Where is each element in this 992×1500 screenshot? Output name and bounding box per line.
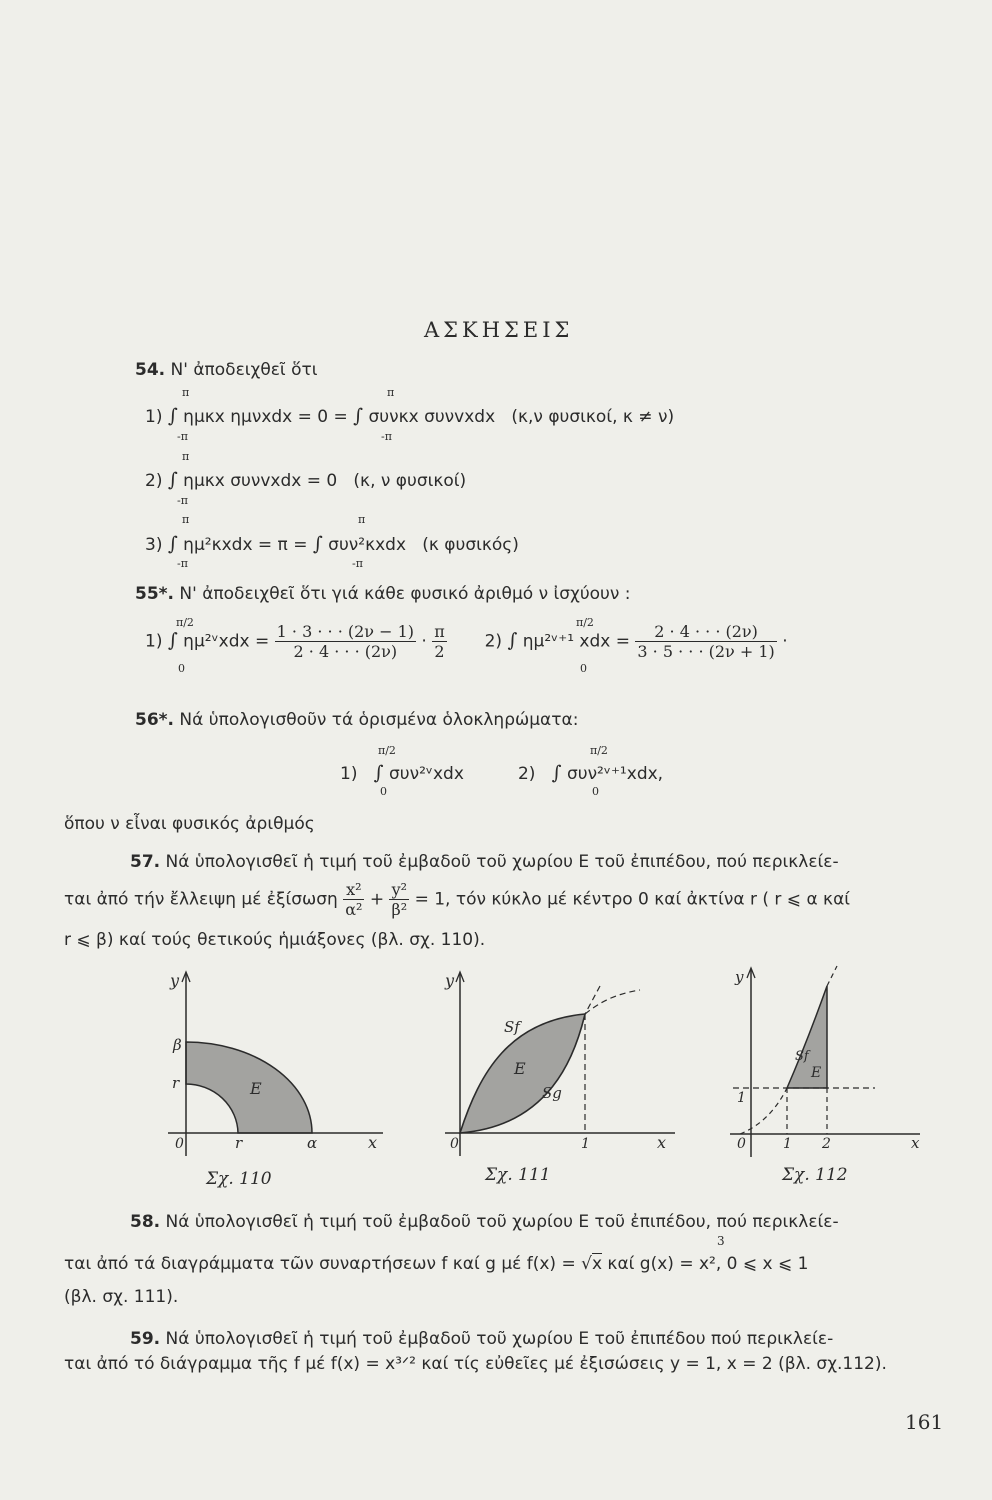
ex57-line1: [130, 852, 839, 872]
fig111-sg: Sg: [542, 1084, 562, 1102]
ex54-item1-right: συνκx συνvxdx: [368, 407, 496, 427]
figure-110: [158, 966, 388, 1166]
ex57-f2-den: β²: [391, 900, 408, 919]
fig112-caption: Σχ. 112: [782, 1165, 848, 1185]
ex55-item1-den: 2 · 4 · · · (2ν): [293, 642, 398, 661]
fig110-r-x: r: [235, 1134, 243, 1152]
fig111-caption: Σχ. 111: [485, 1165, 551, 1185]
ex57-line1-text: Νά ὑπολογισθεῖ ἡ τιμή τοῦ ἐμβαδοῦ τοῦ χωρίου Ε τοῦ ἐπιπέδου, πού περικλείε-: [165, 852, 839, 872]
fig110-x-label: x: [368, 1133, 378, 1152]
integral-sign: ∫: [167, 629, 178, 652]
fig112-x-label: x: [911, 1134, 920, 1152]
ex56-number: 56*.: [135, 710, 175, 730]
radical-sign: √: [581, 1254, 592, 1274]
fig112-origin: 0: [737, 1136, 746, 1152]
ex59-line2: ται ἀπό τό διάγραμμα τῆς f μέ f(x) = x³ᐟ² καί τίς εὐθεῖες μέ ἐξισώσεις y = 1, x = 2 (βλ. σχ.112).: [64, 1354, 887, 1374]
ex56-item1-lower: 0: [380, 785, 387, 798]
ex54-item3-left: ημ²κxdx = π =: [183, 535, 308, 555]
ex57-f1-num: x²: [343, 880, 364, 900]
ex58-line1: [130, 1212, 839, 1232]
ex55-item2-num: 2 · 4 · · · (2ν): [635, 622, 776, 642]
ex59-line1: [130, 1329, 833, 1349]
ex55-item1-pi-num: π: [434, 622, 445, 641]
ex57-line2: [64, 880, 850, 919]
ex58-number: 58.: [130, 1212, 161, 1232]
integral-sign: ∫: [167, 533, 178, 555]
ex55-item2-lower: 0: [580, 662, 587, 675]
ex57-fraction-y: [389, 880, 409, 919]
fig112-sf: Sf: [795, 1049, 809, 1064]
fig111-one: 1: [581, 1136, 590, 1152]
ex55-item2-upper: π/2: [576, 616, 594, 629]
ex54-item1-lower: -π: [177, 430, 188, 443]
fig110-y-label: y: [170, 971, 180, 990]
ex54-item3-upper2: π: [358, 513, 366, 526]
integral-sign: ∫: [167, 469, 178, 491]
fig110-origin: 0: [175, 1136, 184, 1152]
ex54-item3-lower2: -π: [352, 557, 363, 570]
ex54-item2-text: ημκx συνvxdx = 0: [183, 471, 338, 491]
integral-sign: ∫: [373, 762, 384, 784]
ex54-heading: [135, 360, 317, 380]
ex56-heading: [135, 710, 578, 730]
ex54-item1-label: 1): [145, 407, 163, 427]
integral-sign: ∫: [167, 405, 178, 427]
fig112-one-x: 1: [783, 1136, 792, 1152]
integral-sign: ∫: [507, 629, 518, 652]
fig111-sf: Sf: [504, 1018, 520, 1036]
ex55-item2-fraction: [635, 622, 776, 661]
ex58-line2-a: ται ἀπό τά διαγράμματα τῶν συναρτήσεων f καί g μέ f(x) =: [64, 1254, 576, 1274]
ex54-item3-lower: -π: [177, 557, 188, 570]
ex54-item2-label: 2): [145, 471, 163, 491]
ex54-item2-upper: π: [182, 450, 190, 463]
ex58-line3: (βλ. σχ. 111).: [64, 1287, 179, 1307]
ex54-item1: [145, 405, 674, 427]
fig112-one-y: 1: [737, 1090, 746, 1106]
integral-sign: ∫: [551, 762, 562, 784]
fig112-region-label: E: [811, 1065, 822, 1081]
ex56-item1-label: 1): [340, 764, 358, 784]
fig112-two-x: 2: [822, 1136, 831, 1152]
ex55-heading: [135, 584, 631, 604]
ex55-item1-lower: 0: [178, 662, 185, 675]
ex54-item3-label: 3): [145, 535, 163, 555]
ex54-item3-right: συν²κxdx: [328, 535, 407, 555]
ex54-item2-lower: -π: [177, 494, 188, 507]
ex56-item1-text: συν²ᵛxdx: [388, 764, 464, 784]
ex55-number: 55*.: [135, 584, 175, 604]
fig111-x-label: x: [657, 1133, 667, 1152]
ex54-item2-cond: (κ, ν φυσικοί): [353, 471, 467, 491]
ex59-number: 59.: [130, 1329, 161, 1349]
ex55-item1-fraction: [275, 622, 416, 661]
ex57-line2-a: ται ἀπό τήν ἔλλειψη μέ ἐξίσωση: [64, 889, 338, 910]
ex54-number: 54.: [135, 360, 166, 380]
fig110-region: [186, 1042, 312, 1133]
ex54-item3-cond: (κ φυσικός): [422, 535, 519, 555]
ex54-item3: [145, 533, 519, 555]
ex57-number: 57.: [130, 852, 161, 872]
ex54-item3-upper: π: [182, 513, 190, 526]
fig112-y-label: y: [735, 968, 744, 986]
ex55-item1-label: 1): [145, 631, 163, 652]
fig111-y-label: y: [445, 971, 455, 990]
ex54-item2: [145, 469, 466, 491]
ex54-item1-lower2: -π: [381, 430, 392, 443]
ex58-line2: [64, 1254, 808, 1274]
ex54-item1-upper2: π: [387, 386, 395, 399]
section-title: ΑΣΚΗΣΕΙΣ: [424, 318, 574, 342]
ex58-root-index: 3: [717, 1234, 725, 1248]
fig112-curve-upper: [827, 966, 837, 986]
fig110-alpha: α: [307, 1134, 318, 1152]
fig111-slant: [585, 986, 600, 1014]
fig111-region-label: E: [514, 1059, 526, 1078]
ex57-plus: +: [369, 889, 385, 910]
ex58-radicand: x: [591, 1254, 603, 1274]
fig110-region-label: E: [250, 1079, 262, 1098]
ex55-item1-integrand: ημ²ᵛxdx =: [183, 631, 270, 652]
ex55-item2-integrand: ημ²ᵛ⁺¹ xdx =: [522, 631, 630, 652]
page-number: 161: [905, 1410, 944, 1434]
ex56-item1-upper: π/2: [378, 744, 396, 757]
fig110-r-y: r: [172, 1074, 180, 1092]
ex59-line1-text: Νά ὑπολογισθεῖ ἡ τιμή τοῦ ἐμβαδοῦ τοῦ χωρίου Ε τοῦ ἐπιπέδου πού περικλείε-: [165, 1329, 834, 1349]
ex56-item2-upper: π/2: [590, 744, 608, 757]
ex55-item1-upper: π/2: [176, 616, 194, 629]
ex55-item2-label: 2): [484, 631, 503, 652]
figure-111: [440, 966, 680, 1166]
ex55-item1-pi-fraction: [432, 622, 447, 661]
figure-112: [725, 962, 925, 1167]
ex55-item2-den: 3 · 5 · · · (2ν + 1): [637, 642, 775, 661]
ex57-fraction-x: [343, 880, 364, 919]
ex57-f2-num: y²: [389, 880, 409, 900]
ex55-items: [145, 622, 788, 661]
ex58-line2-b: καί g(x) = x², 0 ⩽ x ⩽ 1: [607, 1254, 809, 1274]
ex58-line1-text: Νά ὑπολογισθεῖ ἡ τιμή τοῦ ἐμβαδοῦ τοῦ χωρίου Ε τοῦ ἐπιπέδου, πού περικλείε-: [165, 1212, 839, 1232]
ex55-item1-num: 1 · 3 · · · (2ν − 1): [276, 622, 415, 641]
integral-sign: ∫: [312, 533, 323, 555]
fig111-extension: [585, 990, 640, 1014]
fig110-beta: β: [173, 1036, 182, 1054]
ex57-f1-den: α²: [345, 900, 363, 919]
fig110-caption: Σχ. 110: [206, 1169, 272, 1189]
ex54-item1-upper: π: [182, 386, 190, 399]
integral-sign: ∫: [353, 405, 364, 427]
ex57-line2-b: = 1, τόν κύκλο μέ κέντρο 0 καί ἀκτίνα r ( r ⩽ α καί: [414, 889, 851, 910]
ex54-item1-cond: (κ,ν φυσικοί, κ ≠ ν): [511, 407, 675, 427]
ex56-footer: ὅπου ν εἶναι φυσικός ἀριθμός: [64, 814, 315, 834]
ex56-intro: Νά ὑπολογισθοῦν τά ὁρισμένα ὁλοκληρώματα:: [179, 710, 579, 730]
ex55-item2-end: ·: [782, 631, 788, 652]
ex56-item2-label: 2): [517, 764, 536, 784]
ex56-item2-text: συν²ᵛ⁺¹xdx,: [566, 764, 664, 784]
fig112-curve-lower: [740, 1088, 787, 1134]
fig111-origin: 0: [450, 1136, 459, 1152]
ex55-intro: Ν' ἀποδειχθεῖ ὅτι γιά κάθε φυσικό ἀριθμό ν ἰσχύουν :: [179, 584, 631, 604]
ex55-item1-times: ·: [421, 631, 427, 652]
ex55-item1-pi-den: 2: [434, 642, 445, 661]
ex56-item2-lower: 0: [592, 785, 599, 798]
ex56-items: [340, 762, 663, 784]
ex57-line3: r ⩽ β) καί τούς θετικούς ἡμιάξονες (βλ. σχ. 110).: [64, 930, 486, 950]
ex54-intro: Ν' ἀποδειχθεῖ ὅτι: [170, 360, 318, 380]
ex54-item1-left: ημκx ημνxdx = 0 =: [183, 407, 348, 427]
